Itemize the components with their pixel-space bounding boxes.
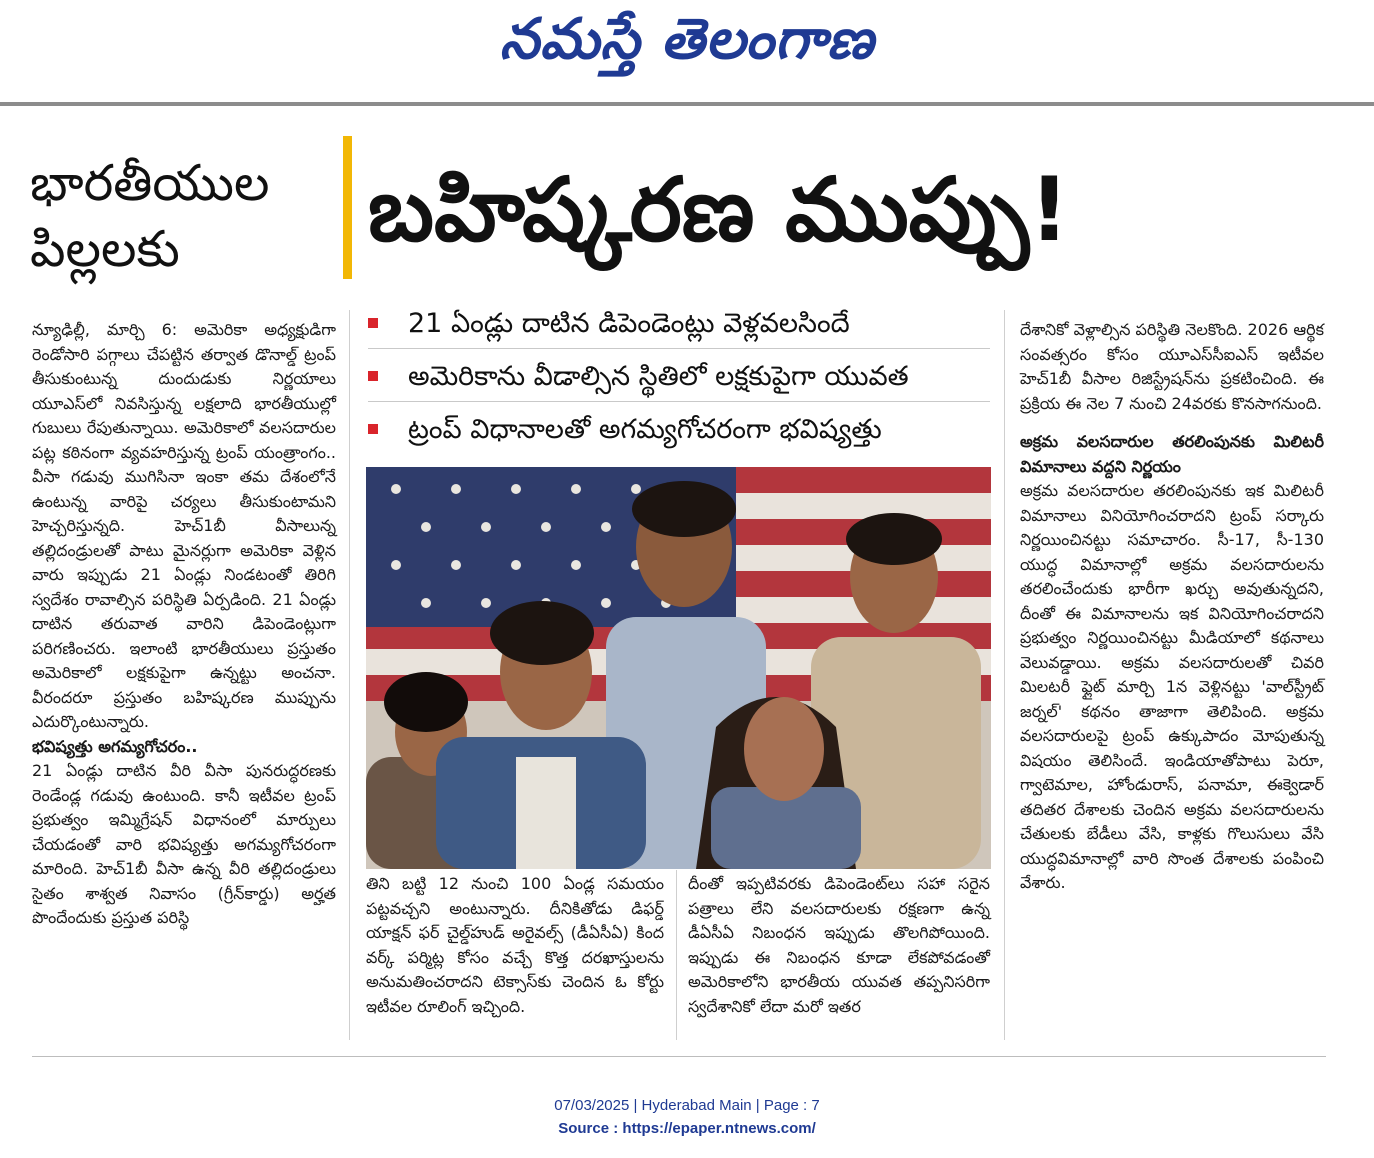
- bullet-text: అమెరికాను వీడాల్సిన స్థితిలో లక్షకుపైగా యువత: [408, 361, 909, 392]
- kicker-accent-bar: [343, 136, 352, 279]
- bullet-text: 21 ఏండ్లు దాటిన డిపెండెంట్లు వెళ్లవలసిందే: [408, 308, 850, 339]
- bullet-square-icon: [368, 424, 378, 434]
- subheading: భవిష్యత్తు అగమ్యగోచరం..: [32, 736, 198, 756]
- bullet-item: [368, 302, 990, 349]
- bullet-text: ట్రంప్ విధానాలతో అగమ్యగోచరంగా భవిష్యత్తు: [408, 414, 882, 445]
- paragraph: 21 ఏండ్లు దాటిన వీరి వీసా పునరుద్ధరణకు రెండేండ్ల గడువు ఉంటుంది. కానీ ఇటీవల ట్రంప్ ప్రభుత్వం ఇమ్మిగ్రేషన్ విధానంలో మార్పులు చేయడంతో వారి భవిష్యత్తు అగమ్యగోచరంగా మారింది. హెచ్1బీ వీసా ఉన్న వీరి తల్లిదండ్రులు సైతం శాశ్వత నివాసం (గ్రీన్‌కార్డు) అర్హత పొందేందుకు ప్రస్తుత పరిస్థి: [32, 761, 336, 927]
- flag-and-students-illustration: [366, 467, 991, 869]
- bottom-rule: [32, 1056, 1326, 1057]
- kicker-line-2: పిల్లలకు: [30, 220, 180, 278]
- article-column-4: [1020, 318, 1324, 896]
- bullet-item: [368, 355, 990, 402]
- paragraph: తిని బట్టి 12 నుంచి 100 ఏండ్ల సమయం పట్టవచ్చని అంటున్నారు. దీనికితోడు డిఫర్డ్ యాక్షన్ ఫర్ చైల్డ్‌హుడ్ అరైవల్స్ (డీఏసీఏ) కింద వర్క్ పర్మిట్ల కోసం వచ్చే కొత్త దరఖాస్తులను అనుమతించరాదని టెక్సాస్‌కు చెందిన ఓ కోర్టు ఇటీవల రూలింగ్ ఇచ్చింది.: [366, 874, 664, 1016]
- article-column-1: [32, 318, 336, 931]
- bullet-list: [368, 302, 990, 460]
- bullet-square-icon: [368, 371, 378, 381]
- paragraph: దేశానికో వెళ్లాల్సిన పరిస్థితి నెలకొంది. 2026 ఆర్థిక సంవత్సరం కోసం యూఎస్‌సీఐఎస్ ఇటీవల హెచ్1బీ వీసాల రిజిస్ట్రేషన్‌ను ప్రకటించింది. ఈ ప్రక్రియ ఈ నెల 7 నుంచి 24వరకు కొనసాగనుంది.: [1020, 320, 1324, 413]
- paragraph: దీంతో ఇప్పటివరకు డిపెండెంట్‌లు సహా సరైన పత్రాలు లేని వలసదారులకు రక్షణగా ఉన్న డీఏసీఏ నిబంధన ఇప్పుడు తొలగిపోయింది. ఇప్పుడు ఈ నిబంధన కూడా లేకపోవడంతో అమెరికాలోని భారతీయ యువత తప్పనిసరిగా స్వదేశానికో లేదా మరో ఇతర: [688, 874, 990, 1016]
- footer-dateline: 07/03/2025 | Hyderabad Main | Page : 7: [554, 1097, 820, 1114]
- masthead-rule: [0, 102, 1374, 106]
- paragraph: న్యూఢిల్లీ, మార్చి 6: అమెరికా అధ్యక్షుడిగా రెండోసారి పగ్గాలు చేపట్టిన తర్వాత డొనాల్డ్ ట్రంప్ తీసుకుంటున్న దుందుడుకు నిర్ణయాలు యూఎస్‌లో నివసిస్తున్న లక్షలాది భారతీయుల్లో గుబులు రేపుతున్నాయి. అమెరికాలో వలసదారుల పట్ల కఠినంగా వ్యవహరిస్తున్న ట్రంప్ యంత్రాంగం.. వీసా గడువు ముగిసినా ఇంకా తమ దేశంలోనే ఉంటున్న వారిపై చర్యలు తీసుకుంటామని హెచ్చరిస్తున్నది. హెచ్1బీ వీసాలున్న తల్లిదండ్రులతో పాటు మైనర్లుగా అమెరికా వెళ్లిన వారు ఇప్పుడు 21 ఏండ్లు నిండటంతో తిరిగి స్వదేశం రావాల్సిన పరిస్థితి ఏర్పడింది. 21 ఏండ్లు దాటిన తరువాత వారిని డిపెండెంట్లుగా పరిగణించరు. ఇలాంటి భారతీయులు ప్రస్తుతం అమెరికాలో లక్షకుపైగా ఉన్నట్టు అంచనా. వీరందరూ ప్రస్తుతం బహిష్కరణ ముప్పును ఎదుర్కొంటున్నారు.: [32, 320, 336, 731]
- footer-source: Source : https://epaper.ntnews.com/: [558, 1120, 816, 1137]
- paragraph: అక్రమ వలసదారుల తరలింపునకు ఇక మిలిటరీ విమానాలు వినియోగించరాదని ట్రంప్ సర్కారు నిర్ణయించినట్టు సమాచారం. సీ-17, సీ-130 యుద్ధ విమానాల్లో అక్రమ వలసదారులను తరలించేందుకు భారీగా ఖర్చు అవుతున్నదని, దీంతో ఈ విమానాలను ఇక వినియోగించరాదని ప్రభుత్వం నిర్ణయించినట్టు మీడియాలో కథనాలు వెలువడ్డాయి. అక్రమ వలసదారులతో చివరి మిలటరీ ఫ్లైట్ మార్చి 1న వెళ్లినట్టు 'వాల్‌స్ట్రీట్ జర్నల్' కథనం తాజాగా తెలిపింది. అక్రమ వలసదారులపై ట్రంప్ ఉక్కుపాదం మోపుతున్న విషయం తెలిసిందే. ఇండియాతోపాటు పెరూ, గ్వాటెమాల, హోండురాస్, పనామా, ఈక్వెడార్ తదితర దేశాలకు చెందిన అక్రమ వలసదారులను చేతులకు బేడీలు వేసి, కాళ్లకు గొలుసులు వేసి యుద్ధవిమానాల్లో వారి సొంత దేశాలకు పంపించి వేశారు.: [1020, 481, 1324, 892]
- bullet-item: [368, 408, 990, 454]
- column-divider: [349, 310, 350, 1040]
- subheading: అక్రమ వలసదారుల తరలింపునకు మిలిటరీ విమానాలు వద్దని నిర్ణయం: [1020, 432, 1324, 476]
- kicker: [30, 150, 330, 282]
- article-column-3: [688, 872, 990, 1019]
- masthead: [0, 0, 1374, 104]
- newspaper-logo: నమస్తే తెలంగాణ: [499, 6, 875, 72]
- headline: బహిష్కరణ ముప్పు!: [368, 158, 1070, 261]
- kicker-line-1: భారతీయుల: [30, 154, 270, 212]
- column-divider: [676, 870, 677, 1040]
- article-photo: [366, 467, 991, 869]
- bullet-square-icon: [368, 318, 378, 328]
- column-divider: [1004, 310, 1005, 1040]
- article-column-2: [366, 872, 664, 1019]
